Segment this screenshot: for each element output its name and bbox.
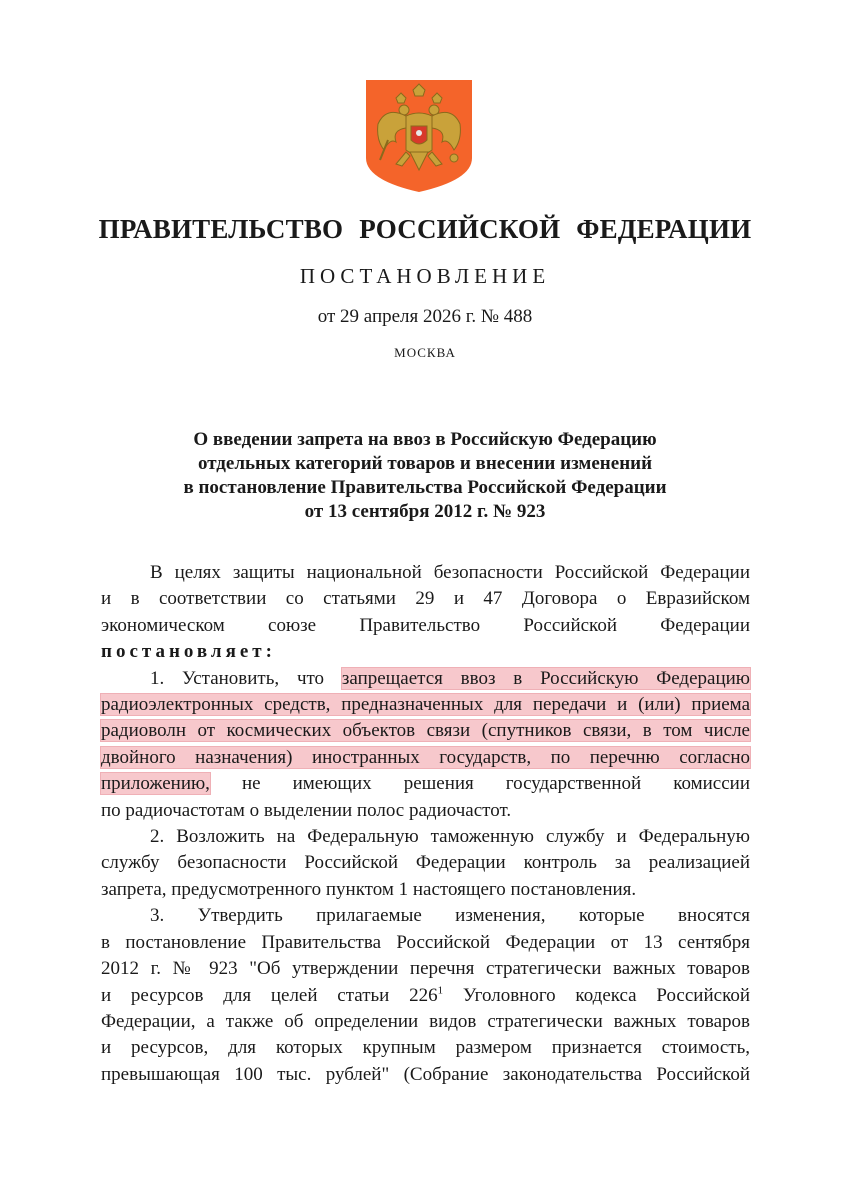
item-line bbox=[101, 983, 750, 1009]
title-line: отдельных категорий товаров и внесении изменений bbox=[197, 453, 653, 474]
item-3-line4-a: и ресурсов для целей статьи 226 bbox=[101, 984, 438, 1006]
item-1-paragraph bbox=[101, 666, 750, 824]
highlighted-text: приложению, bbox=[101, 773, 210, 795]
highlighted-text: радиоволн от космических объектов связи (спутников связи, в том числе bbox=[101, 720, 750, 742]
item-line: 2012 г. № 923 "Об утверждении перечня стратегически важных товаров bbox=[101, 958, 750, 980]
highlighted-text: запрещается ввоз в Российскую Федерацию bbox=[341, 667, 750, 689]
russian-coat-of-arms-icon bbox=[366, 80, 472, 192]
item-line: 2. Возложить на Федеральную таможенную службу и Федеральную bbox=[150, 826, 750, 848]
highlighted-text: двойного назначения) иностранных государств, по перечню согласно bbox=[101, 746, 750, 768]
item-line bbox=[101, 771, 750, 797]
item-line: по радиочастотам о выделении полос радиочастот. bbox=[101, 799, 512, 821]
item-line bbox=[101, 692, 750, 718]
item-line: службу безопасности Российской Федерации контроль за реализацией bbox=[101, 852, 750, 874]
document-body bbox=[101, 560, 750, 1088]
title-line: в постановление Правительства Российской Федерации bbox=[183, 477, 667, 498]
document-type: ПОСТАНОВЛЕНИЕ bbox=[299, 264, 551, 288]
preamble-line: экономическом союзе Правительство Российской Федерации bbox=[101, 614, 750, 636]
preamble-line: В целях защиты национальной безопасности Российской Федерации bbox=[150, 562, 750, 583]
item-2-paragraph bbox=[101, 824, 750, 903]
item-line bbox=[101, 666, 750, 692]
item-3-paragraph bbox=[101, 903, 750, 1088]
item-1-rest: не имеющих решения государственной комиссии bbox=[241, 773, 751, 795]
title-line: от 13 сентября 2012 г. № 923 bbox=[304, 501, 546, 522]
document-date-number: от 29 апреля 2026 г. № 488 bbox=[317, 306, 533, 327]
item-line: 3. Утвердить прилагаемые изменения, которые вносятся bbox=[150, 905, 750, 927]
preamble-line: и в соответствии со статьями 29 и 47 Договора о Евразийском bbox=[101, 588, 750, 610]
preamble-paragraph bbox=[101, 560, 750, 666]
resolves-word: постановляет: bbox=[101, 641, 276, 663]
document-city: МОСКВА bbox=[394, 345, 456, 360]
document-title bbox=[0, 428, 850, 524]
item-line bbox=[101, 745, 750, 771]
item-line: запрета, предусмотренного пунктом 1 настоящего постановления. bbox=[101, 878, 637, 900]
title-line: О введении запрета на ввоз в Российскую Федерацию bbox=[193, 429, 657, 450]
item-line: и ресурсов, для которых крупным размером признается стоимость, bbox=[101, 1037, 750, 1059]
item-1-prefix: 1. Установить, что bbox=[150, 667, 325, 689]
superscript: 1 bbox=[437, 984, 444, 997]
item-line: Федерации, а также об определении видов стратегически важных товаров bbox=[101, 1010, 750, 1032]
highlighted-text: радиоэлектронных средств, предназначенных для передачи и (или) приема bbox=[101, 694, 750, 716]
item-line: превышающая 100 тыс. рублей" (Собрание законодательства Российской bbox=[101, 1063, 750, 1085]
item-3-line4-b: Уголовного кодекса Российской bbox=[443, 984, 751, 1006]
government-name: ПРАВИТЕЛЬСТВО РОССИЙСКОЙ ФЕДЕРАЦИИ bbox=[98, 214, 752, 244]
item-line bbox=[101, 718, 750, 744]
item-line: в постановление Правительства Российской Федерации от 13 сентября bbox=[101, 931, 750, 953]
